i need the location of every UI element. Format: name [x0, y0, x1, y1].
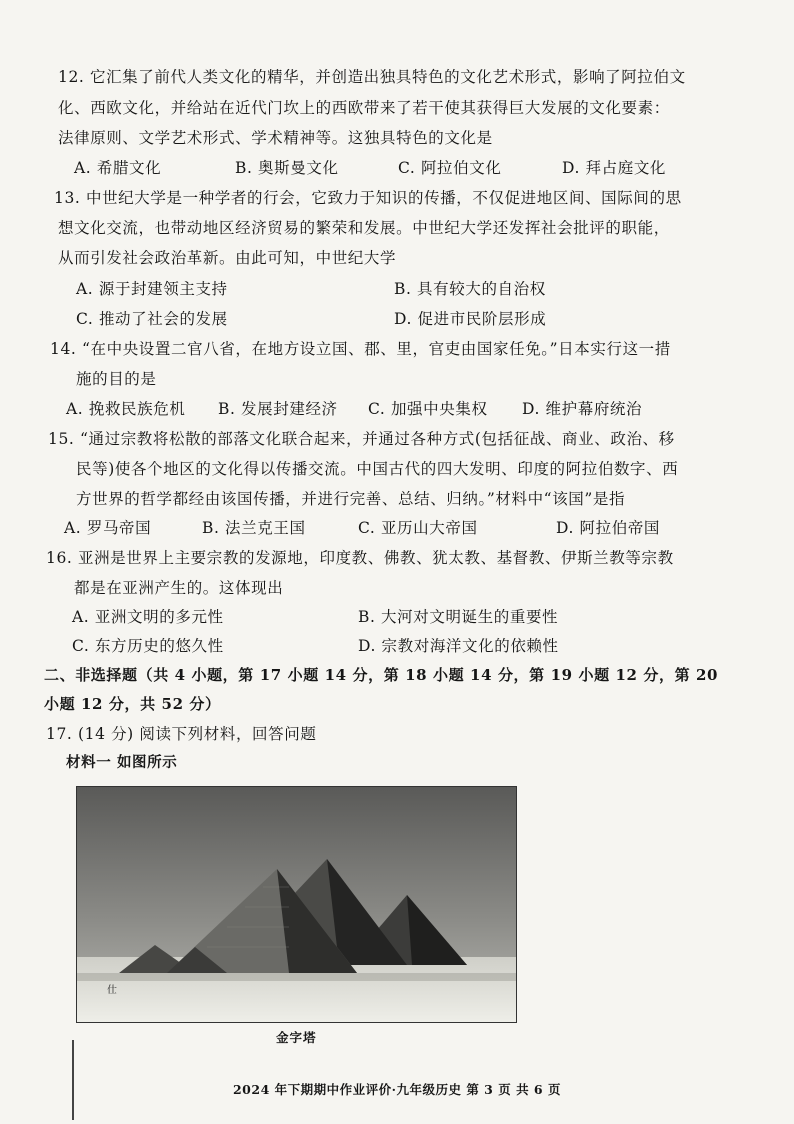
- q16-line-1: 16. 亚洲是世界上主要宗教的发源地，印度教、佛教、犹太教、基督教、伊斯兰教等宗教: [46, 549, 674, 567]
- q13-line-1: 13. 中世纪大学是一种学者的行会，它致力于知识的传播，不仅促进地区间、国际间的思: [54, 189, 682, 207]
- q15-line-1: 15. “通过宗教将松散的部落文化联合起来，并通过各种方式(包括征战、商业、政治、移: [48, 430, 675, 448]
- q17-stem: 17. (14 分) 阅读下列材料，回答问题: [46, 725, 317, 743]
- q12-line-1: 12. 它汇集了前代人类文化的精华，并创造出独具特色的文化艺术形式，影响了阿拉伯文: [58, 68, 686, 86]
- q16-line-2: 都是在亚洲产生的。这体现出: [74, 579, 284, 597]
- q15-line-3: 方世界的哲学都经由该国传播，并进行完善、总结、归纳。”材料中“该国”是指: [76, 490, 626, 508]
- q14-line-1: 14. “在中央设置二官八省，在地方设立国、郡、里，官吏由国家任免。”日本实行这一措: [50, 340, 671, 358]
- q15-option-c: C. 亚历山大帝国: [358, 519, 478, 537]
- section-2-heading-cont: 小题 12 分，共 52 分）: [44, 695, 221, 713]
- q14-option-d: D. 维护幕府统治: [522, 400, 643, 418]
- q12-line-3: 法律原则、文学艺术形式、学术精神等。这独具特色的文化是: [58, 129, 493, 147]
- pyramids-caption: 金字塔: [276, 1030, 317, 1045]
- q16-option-d: D. 宗教对海洋文化的依赖性: [358, 637, 559, 655]
- q13-line-3: 从而引发社会政治革新。由此可知，中世纪大学: [58, 249, 397, 267]
- q13-option-d: D. 促进市民阶层形成: [394, 310, 547, 328]
- q15-option-d: D. 阿拉伯帝国: [556, 519, 661, 537]
- q12-line-2: 化、西欧文化，并给站在近代门坎上的西欧带来了若干使其获得巨大发展的文化要素：: [58, 99, 670, 117]
- q14-option-a: A. 挽救民族危机: [66, 400, 186, 418]
- q14-line-2: 施的目的是: [76, 370, 157, 388]
- q12-option-b: B. 奥斯曼文化: [235, 159, 339, 177]
- q12-option-d: D. 拜占庭文化: [562, 159, 667, 177]
- q17-material-label: 材料一 如图所示: [66, 754, 178, 771]
- svg-text:仕: 仕: [107, 985, 117, 996]
- page-footer: 2024 年下期期中作业评价·九年级历史 第 3 页 共 6 页: [232, 1082, 561, 1097]
- q13-option-b: B. 具有较大的自治权: [394, 280, 546, 298]
- pyramids-photo: [76, 786, 517, 1023]
- q14-option-c: C. 加强中央集权: [368, 400, 488, 418]
- q15-line-2: 民等)使各个地区的文化得以传播交流。中国古代的四大发明、印度的阿拉伯数字、西: [76, 460, 679, 478]
- q16-option-c: C. 东方历史的悠久性: [72, 637, 224, 655]
- q12-option-a: A. 希腊文化: [74, 159, 162, 177]
- q15-option-b: B. 法兰克王国: [202, 519, 306, 537]
- q13-option-c: C. 推动了社会的发展: [76, 310, 228, 328]
- q16-option-b: B. 大河对文明诞生的重要性: [358, 608, 559, 626]
- q16-option-a: A. 亚洲文明的多元性: [72, 608, 224, 626]
- q14-option-b: B. 发展封建经济: [218, 400, 338, 418]
- q12-option-c: C. 阿拉伯文化: [398, 159, 502, 177]
- q13-option-a: A. 源于封建领主支持: [76, 280, 228, 298]
- section-2-heading: 二、非选择题（共 4 小题，第 17 小题 14 分，第 18 小题 14 分，第 19 小题 12 分，第 20: [44, 666, 719, 684]
- q13-line-2: 想文化交流，也带动地区经济贸易的繁荣和发展。中世纪大学还发挥社会批评的职能，: [58, 219, 670, 237]
- q15-option-a: A. 罗马帝国: [64, 519, 152, 537]
